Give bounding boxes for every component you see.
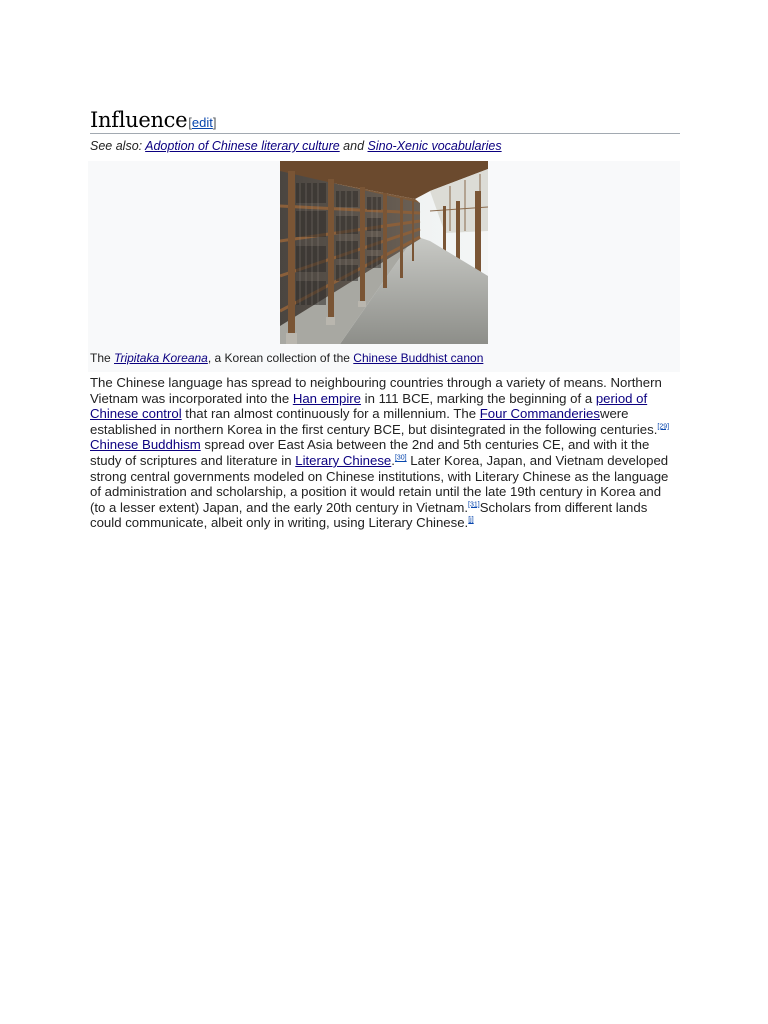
edit-bracket-close: ] [212,115,217,130]
caption-link-tripitaka-koreana[interactable]: Tripitaka Koreana [114,351,208,365]
paragraph-text: . [391,452,395,468]
hatnote-prefix: See also: [90,139,146,153]
reference-29 [657,423,669,430]
note-j [468,517,473,524]
hatnote-and: and [339,139,368,153]
caption-middle: , a Korean collection of the [207,351,354,365]
see-also-hatnote [90,138,680,154]
paragraph-text: spread over East Asia between the 2nd and 5th centuries CE, and with it the study of scriptures and literature in [90,437,650,468]
note-link-j[interactable]: [j] [468,516,474,524]
reference-31 [468,501,480,508]
edit-link[interactable]: edit [191,115,213,130]
section-heading-row [90,108,680,134]
caption-link-buddhist-canon[interactable]: Chinese Buddhist canon [353,351,484,365]
caption-prefix: The [90,351,115,365]
link-literary-chinese[interactable]: Literary Chinese [295,452,392,468]
hatnote-link-sino-xenic[interactable]: Sino-Xenic vocabularies [367,139,502,153]
link-four-commanderies[interactable]: Four Commanderies [479,406,600,422]
paragraph-text: in 111 BCE, marking the beginning of a [361,390,596,406]
paragraph-text: were established in northern Korea in the first century BCE, but disintegrated in the following centuries. [90,406,658,437]
link-period-of-chinese-control[interactable]: period of Chinese control [90,390,648,422]
edit-section [188,115,216,130]
paragraph-text: The Chinese language has spread to neighbouring countries through a variety of means. Northern Vietnam was incorporated into the [90,375,662,406]
influence-paragraph [90,375,680,531]
reference-30 [395,455,407,462]
paragraph-text: Scholars from different lands could communicate, albeit only in writing, using Literary Chinese. [90,499,648,531]
reference-link-31[interactable]: [31] [468,501,480,509]
edit-bracket-open: [ [188,115,192,130]
link-han-empire[interactable]: Han empire [292,390,361,406]
section-title: Influence [90,108,188,132]
tripitaka-koreana-image[interactable] [280,161,488,344]
reference-link-30[interactable]: [30] [394,454,407,462]
paragraph-text: Later Korea, Japan, and Vietnam developed strong central governments modeled on Chinese institutions, with Literary Chinese as the language of administration and scholarship, a position it would retain until the late 19th century in Korea and (to a lesser extent) Japan, and the early 20th century in Vietnam. [90,452,669,515]
figure-caption [88,344,680,370]
hatnote-link-literary-culture[interactable]: Adoption of Chinese literary culture [145,139,340,153]
reference-link-29[interactable]: [29] [657,423,670,431]
figure-thumbnail [88,161,680,372]
article-section [90,108,680,531]
paragraph-text: that ran almost continuously for a millennium. The [181,406,480,422]
link-chinese-buddhism[interactable]: Chinese Buddhism [90,437,201,453]
